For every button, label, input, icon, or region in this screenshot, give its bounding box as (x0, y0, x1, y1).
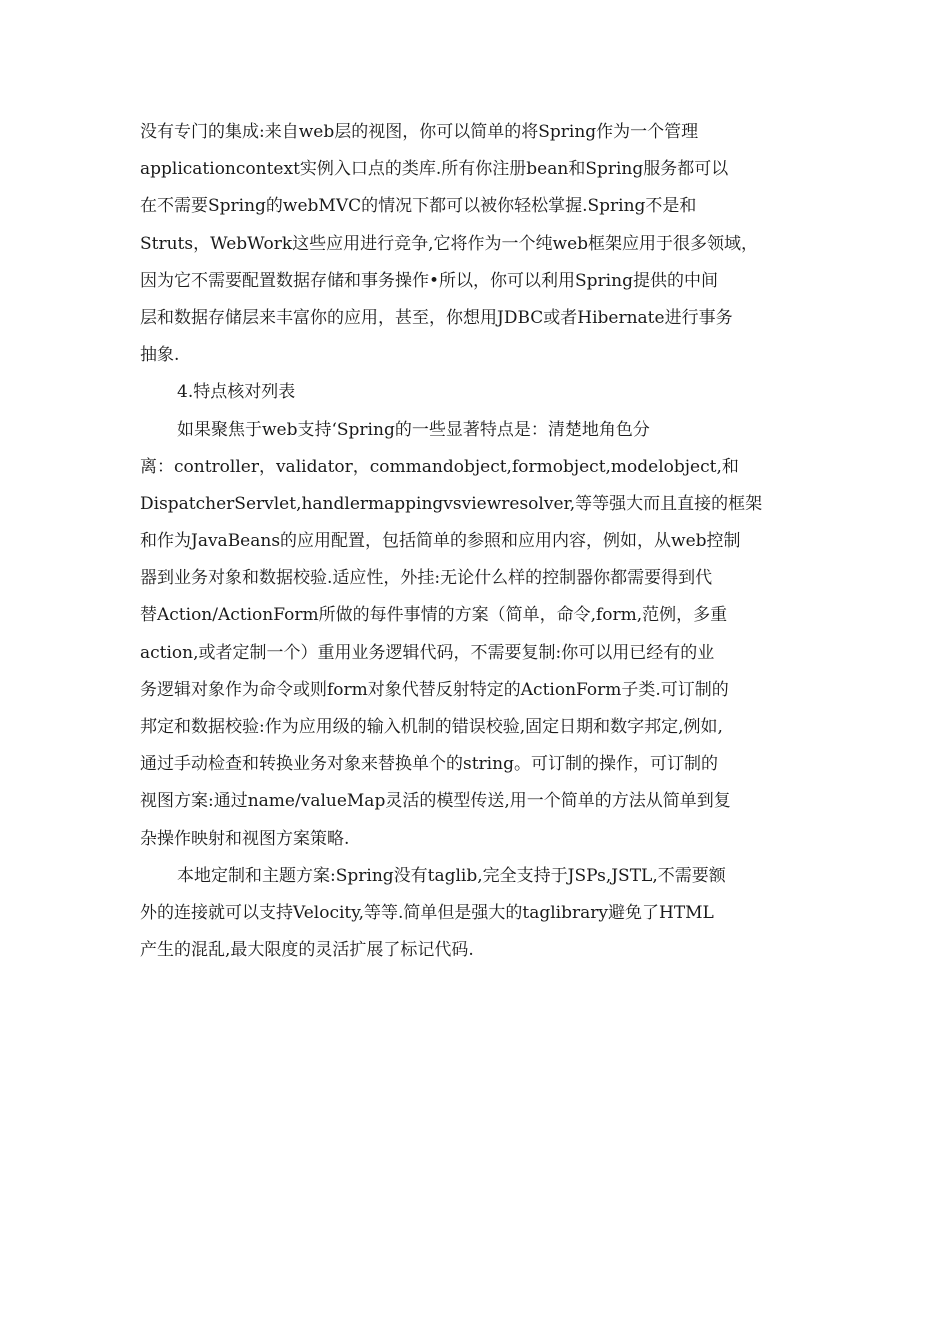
text-line: 杂操作映射和视图方案策略. (140, 828, 350, 849)
text-line: Struts，WebWork这些应用进行竞争,它将作为一个纯web框架应用于很多领域， (140, 233, 759, 254)
text-line: 因为它不需要配置数据存储和事务操作•所以，你可以利用Spring提供的中间 (140, 270, 718, 291)
text-line: 视图方案:通过name/valueMap灵活的模型传送,用一个简单的方法从简单到复 (140, 791, 731, 812)
document-body (140, 114, 815, 969)
heading-line: 4.特点核对列表 (177, 382, 296, 403)
text-line: 本地定制和主题方案:Spring没有taglib,完全支持于JSPs,JSTL,不需要额 (177, 865, 726, 886)
paragraph-integration (140, 114, 815, 374)
text-line: 务逻辑对象作为命令或则form对象代替反射特定的ActionForm子类.可订制的 (140, 679, 729, 700)
text-line: 如果聚焦于web支持‘Spring的一些显著特点是：清楚地角色分 (177, 419, 650, 440)
text-line: 邦定和数据校验:作为应用级的输入机制的错误校验,固定日期和数字邦定,例如, (140, 717, 723, 737)
text-line: 层和数据存储层来丰富你的应用，甚至，你想用JDBC或者Hibernate进行事务 (140, 307, 733, 328)
text-line: applicationcontext实例入口点的类库.所有你注册bean和Spring服务都可以 (140, 159, 729, 180)
text-line: action,或者定制一个）重用业务逻辑代码，不需要复制:你可以用已经有的业 (140, 642, 715, 663)
text-line: 外的连接就可以支持Velocity,等等.简单但是强大的taglibrary避免了HTML (140, 902, 714, 923)
paragraph-themes (140, 858, 815, 970)
text-line: 在不需要Spring的webMVC的情况下都可以被你轻松掌握.Spring不是和 (140, 196, 697, 217)
text-line: 产生的混乱,最大限度的灵活扩展了标记代码. (140, 940, 474, 961)
text-line: 没有专门的集成:来自web层的视图，你可以简单的将Spring作为一个管理 (140, 122, 699, 142)
text-line: 离：controller，validator，commandobject,formobject,modelobject,和 (140, 456, 739, 477)
text-line: 器到业务对象和数据校验.适应性，外挂:无论什么样的控制器你都需要得到代 (140, 568, 713, 589)
section-heading (140, 374, 815, 411)
text-line: DispatcherServlet,handlermappingvsviewresolver,等等强大而且直接的框架 (140, 493, 763, 514)
text-line: 抽象. (140, 345, 180, 366)
text-line: 通过手动检查和转换业务对象来替换单个的string。可订制的操作，可订制的 (140, 754, 718, 775)
text-line: 和作为JavaBeans的应用配置，包括简单的参照和应用内容，例如，从web控制 (140, 531, 741, 552)
text-line: 替Action/ActionForm所做的每件事情的方案（简单，命令,form,范例，多重 (140, 605, 728, 626)
paragraph-features (140, 412, 815, 858)
